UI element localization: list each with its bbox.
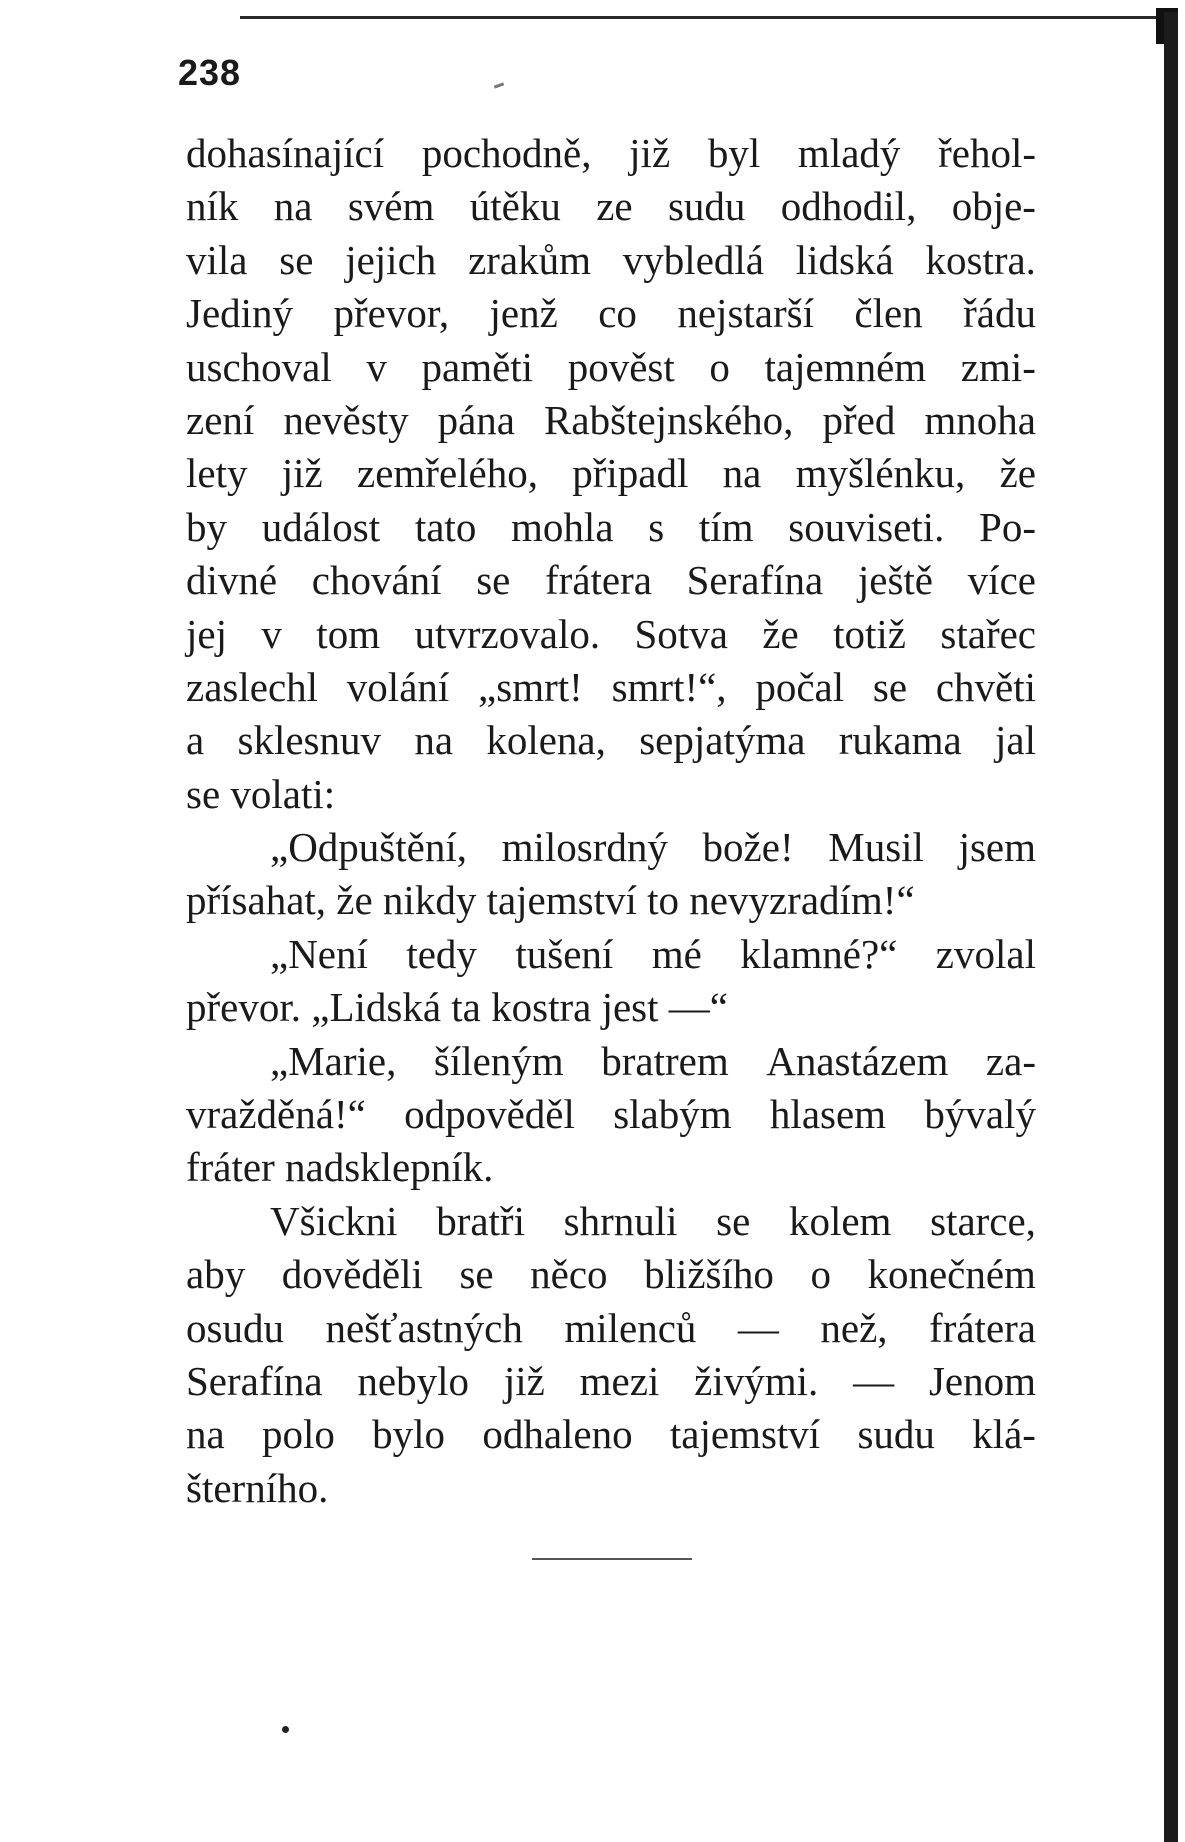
- text-line: přísahat, že nikdy tajemství to nevyzradím!“: [186, 877, 915, 924]
- text-line: aby dověděli se něco bližšího o konečném: [186, 1251, 1036, 1298]
- text-line: „Odpuštění, milosrdný bože! Musil jsem: [270, 824, 1036, 871]
- text-line: zaslechl volání „smrt! smrt!“, počal se chvěti: [186, 663, 1036, 710]
- text-line: uschoval v paměti pověst o tajemném zmi-: [186, 343, 1036, 390]
- text-line: převor. „Lidská ta kostra jest —“: [186, 984, 728, 1031]
- page-number: 238: [178, 52, 242, 93]
- text-line: a sklesnuv na kolena, sepjatýma rukama jal: [186, 717, 1036, 764]
- text-line: lety již zemřelého, připadl na myšlénku, že: [186, 450, 1036, 497]
- text-line: ník na svém útěku ze sudu odhodil, obje-: [186, 183, 1036, 230]
- print-speck: [282, 1726, 289, 1733]
- print-speck: [494, 82, 504, 88]
- text-line: vražděná!“ odpověděl slabým hlasem bývalý: [186, 1091, 1036, 1138]
- text-line: divné chování se frátera Serafína ještě více: [186, 557, 1036, 604]
- closing-rule: [532, 1558, 692, 1560]
- scan-edge-top: [240, 16, 1160, 19]
- scan-edge-right: [1164, 12, 1178, 1842]
- body-text: [186, 127, 1036, 1515]
- text-line: by událost tato mohla s tím souviseti. Po-: [186, 503, 1036, 550]
- text-line: Jediný převor, jenž co nejstarší člen řádu: [186, 290, 1036, 337]
- text-line: vila se jejich zrakům vybledlá lidská kostra.: [186, 236, 1036, 283]
- text-line: zení nevěsty pána Rabštejnského, před mnoha: [186, 396, 1036, 443]
- text-line: Serafína nebylo již mezi živými. — Jenom: [186, 1357, 1036, 1404]
- text-line: fráter nadsklepník.: [186, 1144, 494, 1191]
- text-line: dohasínající pochodně, již byl mladý řehol-: [186, 130, 1036, 176]
- text-line: „Není tedy tušení mé klamné?“ zvolal: [270, 930, 1036, 977]
- text-line: Všickni bratři shrnuli se kolem starce,: [270, 1197, 1036, 1244]
- text-line: „Marie, šíleným bratrem Anastázem za-: [270, 1037, 1036, 1084]
- text-line: se volati:: [186, 770, 336, 817]
- text-line: osudu nešťastných milenců — než, frátera: [186, 1304, 1036, 1351]
- text-line: na polo bylo odhaleno tajemství sudu klá-: [186, 1411, 1036, 1458]
- text-line: jej v tom utvrzovalo. Sotva že totiž stařec: [186, 610, 1036, 657]
- text-line: šterního.: [186, 1464, 329, 1511]
